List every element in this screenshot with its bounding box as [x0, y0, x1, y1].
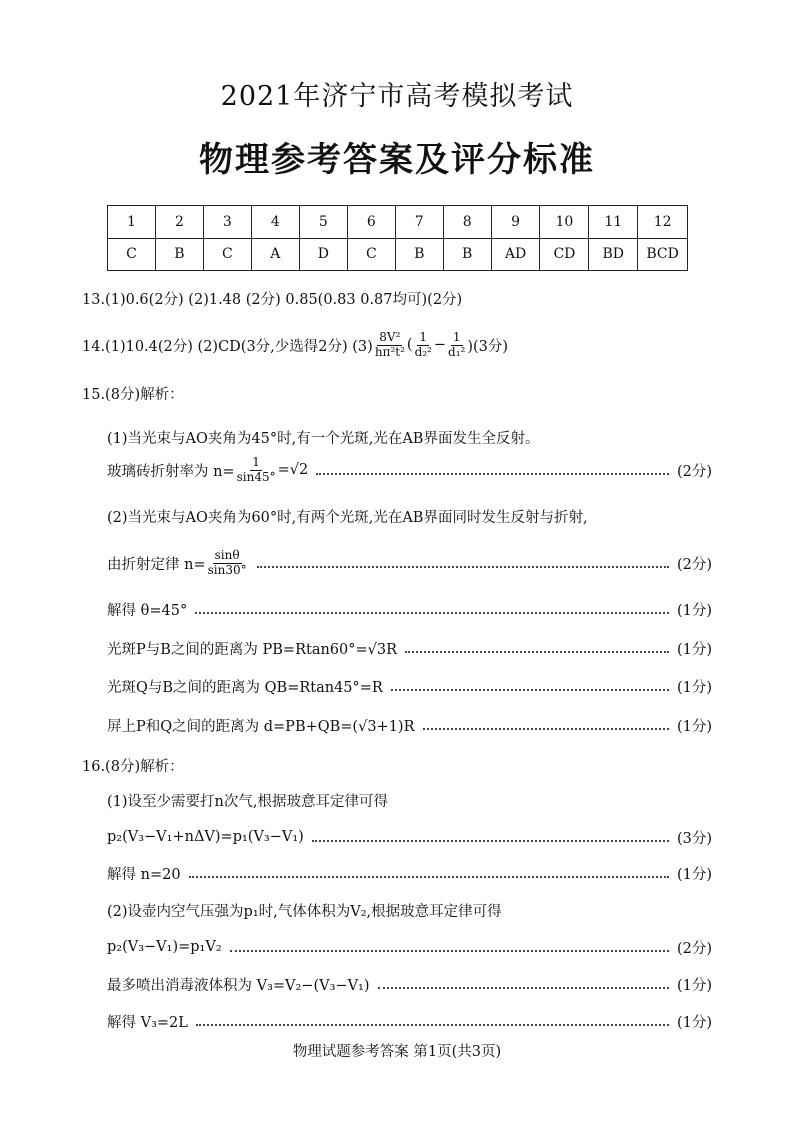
q16-line-2 — [107, 861, 712, 885]
score: (1分) — [676, 679, 712, 696]
dot-leader — [196, 1024, 669, 1026]
q15-line-pb — [107, 636, 712, 660]
text: 解得 V₃=2L — [107, 1014, 188, 1031]
text: 屏上P和Q之间的距离为 d=PB+QB=(√3+1)R — [107, 718, 415, 735]
dot-leader — [195, 612, 669, 614]
question-number: 7 — [395, 206, 443, 239]
dot-leader — [423, 728, 669, 730]
score: (2分) — [676, 463, 712, 480]
answer-cell: A — [251, 238, 299, 271]
q15-line-snell — [107, 548, 712, 577]
q15-heading: 15.(8分)解析： — [82, 386, 184, 403]
q14-prefix: 14.(1)10.4(2分) (2)CD(3分,少选得2分) (3) — [82, 338, 373, 355]
question-number: 10 — [540, 206, 589, 239]
score: (2分) — [676, 940, 712, 957]
question-number: 3 — [203, 206, 251, 239]
dot-leader — [312, 840, 669, 842]
q14-fraction-2 — [448, 331, 465, 358]
denominator: hπ²t² — [374, 344, 405, 359]
dot-leader — [391, 689, 669, 691]
score: (1分) — [676, 602, 712, 619]
q16-part1: (1)设至少需要打n次气,根据玻意耳定律可得 — [107, 793, 388, 810]
answer-cell: AD — [491, 238, 540, 271]
score: (2分) — [676, 556, 712, 573]
dot-leader — [405, 651, 669, 653]
numerator: 1 — [452, 330, 461, 345]
dot-leader — [230, 950, 669, 952]
q15-part2: (2)当光束与AO夹角为60°时,有两个光斑,光在AB界面同时发生反射与折射, — [107, 509, 588, 526]
fraction — [237, 456, 276, 483]
numerator: 8V² — [379, 330, 401, 345]
exam-title: 2021年济宁市高考模拟考试 — [220, 81, 574, 112]
q14-suffix: )(3分) — [467, 338, 509, 355]
question-number: 1 — [108, 206, 156, 239]
page-footer: 物理试题参考答案 第1页(共3页) — [292, 1044, 502, 1060]
question-number: 5 — [299, 206, 347, 239]
answer-cell: BD — [589, 238, 638, 271]
q16-line-3 — [107, 935, 712, 959]
question-number-row — [108, 206, 688, 239]
q14-fraction-1 — [415, 331, 432, 358]
dot-leader — [316, 473, 669, 475]
numerator: 1 — [419, 330, 428, 345]
q16-line-5 — [107, 1009, 712, 1033]
q16-line-4 — [107, 972, 712, 996]
text: 最多喷出消毒液体积为 V₃=V₂−(V₃−V₁) — [107, 977, 370, 994]
dot-leader — [378, 987, 669, 989]
dot-leader — [257, 566, 669, 568]
answer-cell: C — [108, 238, 156, 271]
denominator: d₁² — [448, 344, 466, 359]
numerator: sinθ — [214, 548, 240, 563]
minus: − — [433, 337, 447, 353]
text: 光斑P与B之间的距离为 PB=Rtan60°=√3R — [107, 641, 398, 658]
q16-heading: 16.(8分)解析： — [82, 758, 184, 775]
denominator: sin30° — [207, 562, 247, 577]
q15-line-theta — [107, 597, 712, 621]
q14-answer — [82, 330, 712, 359]
numerator: 1 — [252, 455, 260, 470]
answer-table — [107, 205, 688, 271]
document-title: 物理参考答案及评分标准 — [199, 140, 595, 180]
q16-line-1 — [107, 825, 712, 849]
text: 解得 θ=45° — [107, 602, 188, 619]
score: (1分) — [676, 866, 712, 883]
question-number: 8 — [443, 206, 491, 239]
question-number: 2 — [155, 206, 203, 239]
q15-line-qb — [107, 674, 712, 698]
text: p₂(V₃−V₁)=p₁V₂ — [107, 939, 222, 955]
question-number: 12 — [638, 206, 688, 239]
q14-fraction — [375, 331, 405, 358]
text: 玻璃砖折射率为 n= — [107, 463, 235, 480]
text: 解得 n=20 — [107, 866, 181, 883]
q15-part1: (1)当光束与AO夹角为45°时,有一个光斑,光在AB界面发生全反射。 — [107, 430, 540, 447]
q16-part2: (2)设壶内空气压强为p₁时,气体体积为V₂,根据玻意耳定律可得 — [107, 903, 502, 920]
paren: ( — [406, 337, 413, 353]
q13-answer: 13.(1)0.6(2分) (2)1.48 (2分) 0.85(0.83 0.87均可)(2分) — [82, 291, 463, 308]
score: (1分) — [676, 718, 712, 735]
question-number: 6 — [347, 206, 395, 239]
answer-cell: B — [155, 238, 203, 271]
score: (1分) — [676, 1014, 712, 1031]
dot-leader — [189, 876, 669, 878]
answer-cell: C — [203, 238, 251, 271]
answer-cell: BCD — [638, 238, 688, 271]
q15-line-d — [107, 713, 712, 737]
score: (1分) — [676, 641, 712, 658]
question-number: 9 — [491, 206, 540, 239]
q15-line-refractive-index — [107, 455, 712, 484]
text: 光斑Q与B之间的距离为 QB=Rtan45°=R — [107, 679, 383, 696]
answer-row — [108, 238, 688, 271]
fraction — [208, 549, 247, 576]
question-number: 11 — [589, 206, 638, 239]
answer-cell: C — [347, 238, 395, 271]
text: =√2 — [277, 462, 309, 478]
answer-cell: D — [299, 238, 347, 271]
question-number: 4 — [251, 206, 299, 239]
answer-cell: B — [443, 238, 491, 271]
text: 由折射定律 n= — [107, 556, 206, 573]
text: p₂(V₃−V₁+nΔV)=p₁(V₃−V₁) — [107, 829, 304, 845]
answer-cell: B — [395, 238, 443, 271]
denominator: sin45° — [236, 469, 276, 484]
score: (3分) — [676, 830, 712, 847]
denominator: d₂² — [414, 344, 432, 359]
answer-cell: CD — [540, 238, 589, 271]
score: (1分) — [676, 977, 712, 994]
